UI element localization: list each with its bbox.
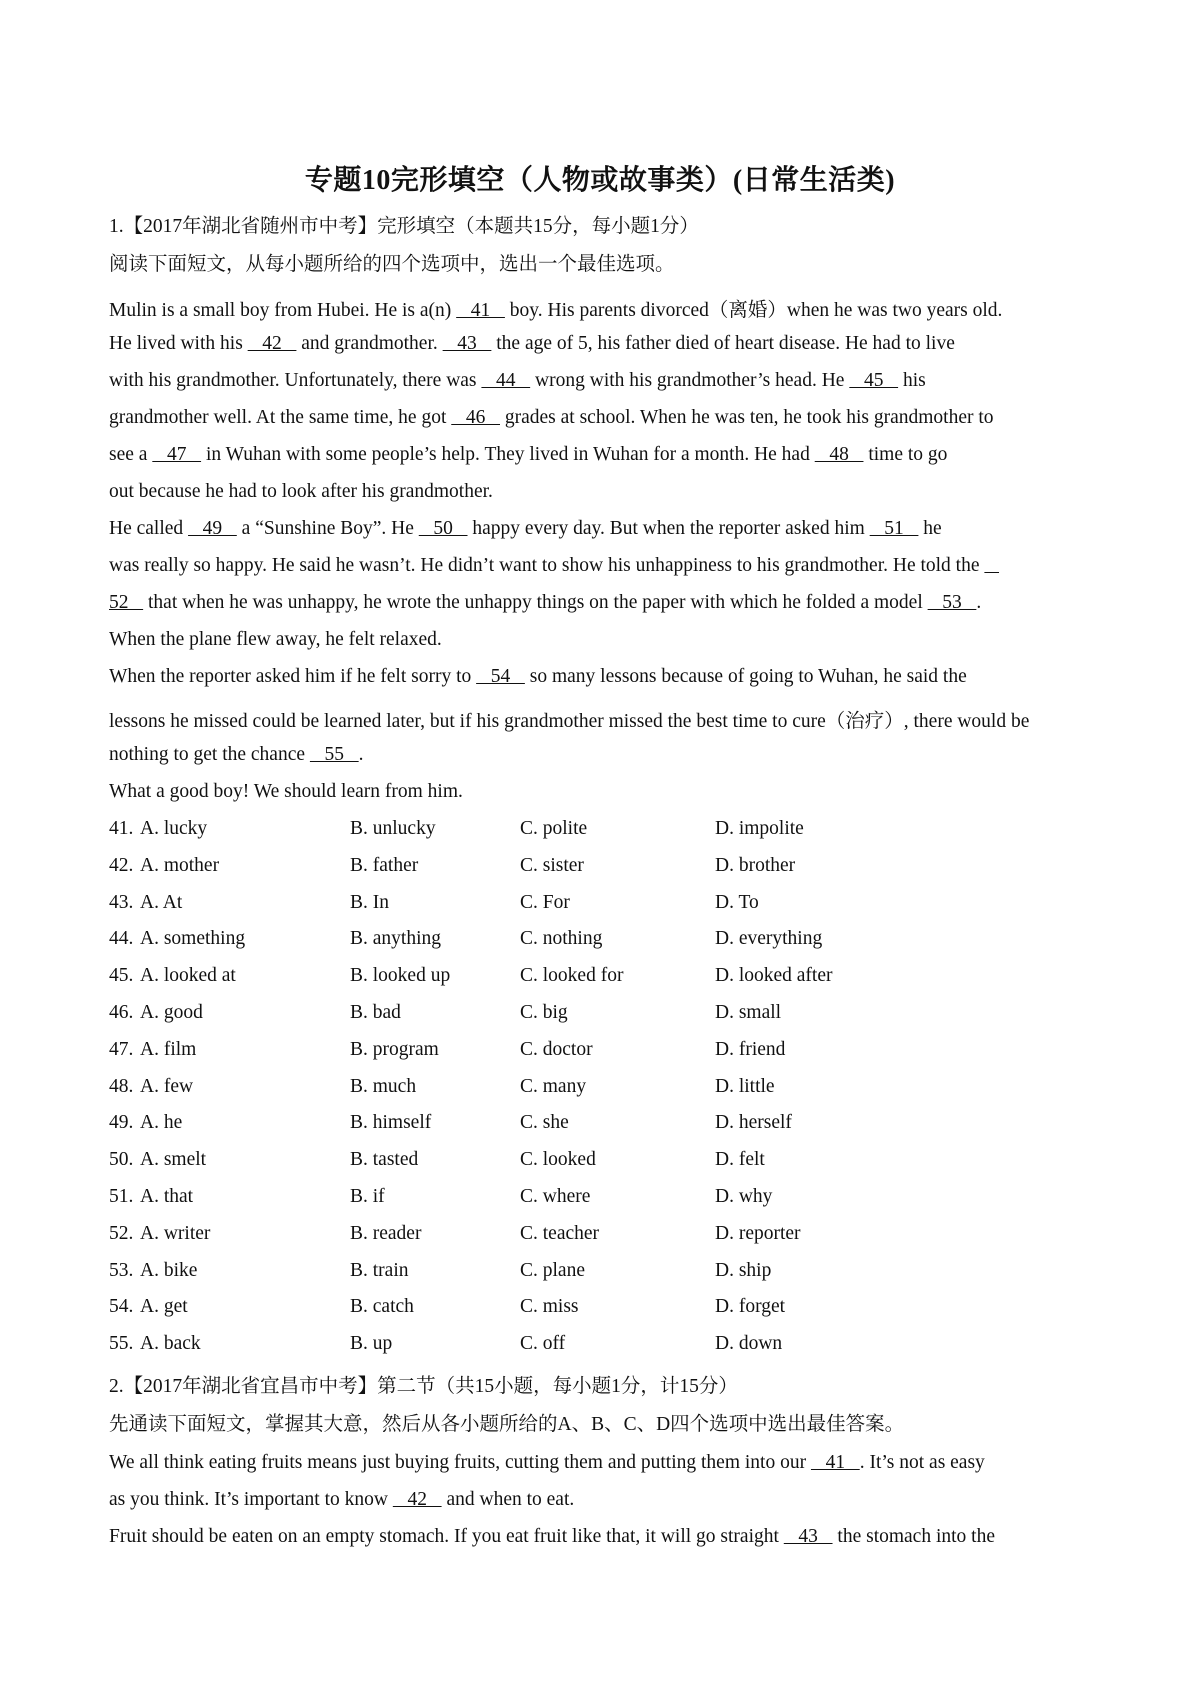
option-c: C. many — [520, 1076, 587, 1097]
passage1-line-6: out because he had to look after his grandmother. — [109, 481, 493, 502]
option-a: A. looked at — [140, 965, 236, 986]
passage-text: . — [976, 592, 982, 613]
option-d: D. why — [715, 1186, 773, 1207]
passage1-line-11 — [109, 666, 967, 688]
passage1-line-3 — [109, 370, 926, 392]
option-b: B. up — [350, 1333, 393, 1354]
option-b: B. train — [350, 1260, 409, 1281]
passage-text: as you think. It’s important to know — [109, 1489, 388, 1510]
option-a: A. he — [140, 1112, 183, 1133]
option-d: D. forget — [715, 1296, 786, 1317]
passage2-line-3 — [109, 1526, 995, 1548]
passage-text: see a — [109, 444, 148, 465]
passage-text: so many lessons because of going to Wuhan, he said the — [529, 666, 967, 687]
option-c: C. For — [520, 892, 570, 913]
option-b: B. if — [350, 1186, 385, 1207]
passage-text: grandmother well. At the same time, he got — [109, 407, 447, 428]
blank-45: 45 — [849, 370, 899, 391]
question-number: 44. — [109, 928, 134, 949]
blank-47: 47 — [152, 444, 202, 465]
passage-text: that when he was unhappy, he wrote the unhappy things on the paper with which he folded a model — [148, 592, 923, 613]
option-a: A. film — [140, 1039, 197, 1060]
passage1-line-13 — [109, 744, 364, 766]
option-a: A. smelt — [140, 1149, 207, 1170]
blank-50: 50 — [418, 518, 468, 539]
section2-instruction: 先通读下面短文，掌握其大意，然后从各小题所给的A、B、C、D四个选项中选出最佳答案。 — [109, 1414, 905, 1435]
section1-instruction: 阅读下面短文，从每小题所给的四个选项中，选出一个最佳选项。 — [109, 254, 675, 275]
passage-text: Mulin is a small boy from Hubei. He is a(n) — [109, 300, 452, 321]
passage-text: happy every day. But when the reporter asked him — [472, 518, 865, 539]
option-d: D. herself — [715, 1112, 792, 1133]
option-c: C. big — [520, 1002, 568, 1023]
option-a: A. back — [140, 1333, 201, 1354]
blank-43: 43 — [442, 333, 492, 354]
blank-48: 48 — [814, 444, 864, 465]
option-a: A. something — [140, 928, 246, 949]
option-a: A. few — [140, 1076, 194, 1097]
blank-51: 51 — [869, 518, 919, 539]
passage-text: the age of 5, his father died of heart disease. He had to live — [496, 333, 955, 354]
blank-52-part2: 52 — [109, 592, 144, 613]
option-c: C. she — [520, 1112, 569, 1133]
blank-41: 41 — [456, 300, 505, 321]
option-c: C. polite — [520, 818, 588, 839]
passage1-line-2 — [109, 333, 955, 355]
passage-text: time to go — [868, 444, 948, 465]
passage-text: . It’s not as easy — [859, 1452, 985, 1473]
option-a: A. get — [140, 1296, 188, 1317]
passage-text: When the reporter asked him if he felt sorry to — [109, 666, 472, 687]
option-b: B. much — [350, 1076, 417, 1097]
option-b: B. looked up — [350, 965, 451, 986]
question-number: 55. — [109, 1333, 134, 1354]
option-d: D. small — [715, 1002, 782, 1023]
option-c: C. nothing — [520, 928, 603, 949]
page-title: 专题10完形填空（人物或故事类）(日常生活类) — [304, 165, 896, 196]
passage1-line-1 — [109, 294, 1002, 322]
passage1-line-8 — [109, 555, 999, 577]
option-d: D. reporter — [715, 1223, 801, 1244]
passage-text: We all think eating fruits means just buying fruits, cutting them and putting them into our — [109, 1452, 807, 1473]
passage-text: the stomach into the — [837, 1526, 995, 1547]
option-c: C. sister — [520, 855, 584, 876]
option-c: C. teacher — [520, 1223, 600, 1244]
option-c: C. off — [520, 1333, 566, 1354]
option-a: A. mother — [140, 855, 220, 876]
blank-55: 55 — [309, 744, 359, 765]
option-d: D. friend — [715, 1039, 786, 1060]
question-number: 51. — [109, 1186, 134, 1207]
blank-52-part1 — [984, 555, 999, 576]
passage-text: his — [902, 370, 926, 391]
option-d: D. impolite — [715, 818, 804, 839]
option-d: D. ship — [715, 1260, 772, 1281]
option-b: B. himself — [350, 1112, 432, 1133]
question-number: 41. — [109, 818, 134, 839]
question-number: 45. — [109, 965, 134, 986]
passage-text: wrong with his grandmother’s head. He — [535, 370, 845, 391]
blank-2-41: 41 — [810, 1452, 860, 1473]
question-number: 52. — [109, 1223, 134, 1244]
option-a: A. that — [140, 1186, 194, 1207]
passage-text: with his grandmother. Unfortunately, there was — [109, 370, 477, 391]
option-d: D. looked after — [715, 965, 833, 986]
option-a: A. lucky — [140, 818, 208, 839]
passage-text: a “Sunshine Boy”. He — [241, 518, 414, 539]
passage1-line-14: What a good boy! We should learn from him. — [109, 781, 463, 802]
blank-54: 54 — [476, 666, 525, 687]
option-c: C. looked for — [520, 965, 624, 986]
option-b: B. tasted — [350, 1149, 419, 1170]
option-d: D. everything — [715, 928, 823, 949]
option-c: C. plane — [520, 1260, 585, 1281]
option-b: B. reader — [350, 1223, 422, 1244]
option-d: D. To — [715, 892, 759, 913]
passage1-line-12: lessons he missed could be learned later, but if his grandmother missed the best time to cure（治疗）, there would be — [109, 711, 1030, 732]
option-c: C. looked — [520, 1149, 596, 1170]
passage1-line-9 — [109, 592, 981, 614]
section1-header: 1.【2017年湖北省随州市中考】完形填空（本题共15分，每小题1分） — [109, 216, 699, 237]
passage-text: in Wuhan with some people’s help. They lived in Wuhan for a month. He had — [205, 444, 810, 465]
passage-text: He called — [109, 518, 184, 539]
option-b: B. bad — [350, 1002, 401, 1023]
passage2-line-1 — [109, 1452, 985, 1474]
passage1-line-10: When the plane flew away, he felt relaxed. — [109, 629, 442, 650]
passage1-line-7 — [109, 518, 942, 540]
option-b: B. father — [350, 855, 419, 876]
option-b: B. catch — [350, 1296, 414, 1317]
passage-text: and grandmother. — [301, 333, 438, 354]
option-c: C. miss — [520, 1296, 579, 1317]
passage-text: . — [358, 744, 364, 765]
question-number: 43. — [109, 892, 134, 913]
passage1-line-4 — [109, 407, 994, 429]
option-a: A. writer — [140, 1223, 211, 1244]
question-number: 48. — [109, 1076, 134, 1097]
option-b: B. unlucky — [350, 818, 436, 839]
question-number: 49. — [109, 1112, 134, 1133]
option-d: D. felt — [715, 1149, 765, 1170]
passage-text: grades at school. When he was ten, he took his grandmother to — [504, 407, 994, 428]
option-a: A. bike — [140, 1260, 198, 1281]
option-d: D. down — [715, 1333, 783, 1354]
passage1-line-5 — [109, 444, 947, 466]
option-b: B. In — [350, 892, 389, 913]
option-d: D. little — [715, 1076, 775, 1097]
option-b: B. program — [350, 1039, 439, 1060]
option-a: A. At — [140, 892, 183, 913]
question-number: 46. — [109, 1002, 134, 1023]
passage-text: was really so happy. He said he wasn’t. He didn’t want to show his unhappiness to his grandmother. He told the — [109, 555, 980, 576]
passage-text: he — [923, 518, 942, 539]
question-number: 50. — [109, 1149, 134, 1170]
option-c: C. doctor — [520, 1039, 593, 1060]
blank-2-42: 42 — [392, 1489, 442, 1510]
option-c: C. where — [520, 1186, 591, 1207]
blank-2-43: 43 — [783, 1526, 833, 1547]
question-number: 53. — [109, 1260, 134, 1281]
blank-49: 49 — [188, 518, 237, 539]
blank-53: 53 — [927, 592, 977, 613]
option-b: B. anything — [350, 928, 441, 949]
section2-header: 2.【2017年湖北省宜昌市中考】第二节（共15小题，每小题1分，计15分） — [109, 1376, 738, 1397]
passage-text: He lived with his — [109, 333, 243, 354]
passage2-line-2 — [109, 1489, 574, 1511]
question-number: 42. — [109, 855, 134, 876]
passage-text: Fruit should be eaten on an empty stomach. If you eat fruit like that, it will go straight — [109, 1526, 779, 1547]
option-a: A. good — [140, 1002, 203, 1023]
blank-44: 44 — [481, 370, 531, 391]
option-d: D. brother — [715, 855, 796, 876]
passage-text: and when to eat. — [446, 1489, 575, 1510]
blank-46: 46 — [451, 407, 500, 428]
passage-text: nothing to get the chance — [109, 744, 306, 765]
passage-text: boy. His parents divorced（离婚）when he was two years old. — [509, 300, 1003, 321]
blank-42: 42 — [247, 333, 297, 354]
question-number: 54. — [109, 1296, 134, 1317]
question-number: 47. — [109, 1039, 134, 1060]
